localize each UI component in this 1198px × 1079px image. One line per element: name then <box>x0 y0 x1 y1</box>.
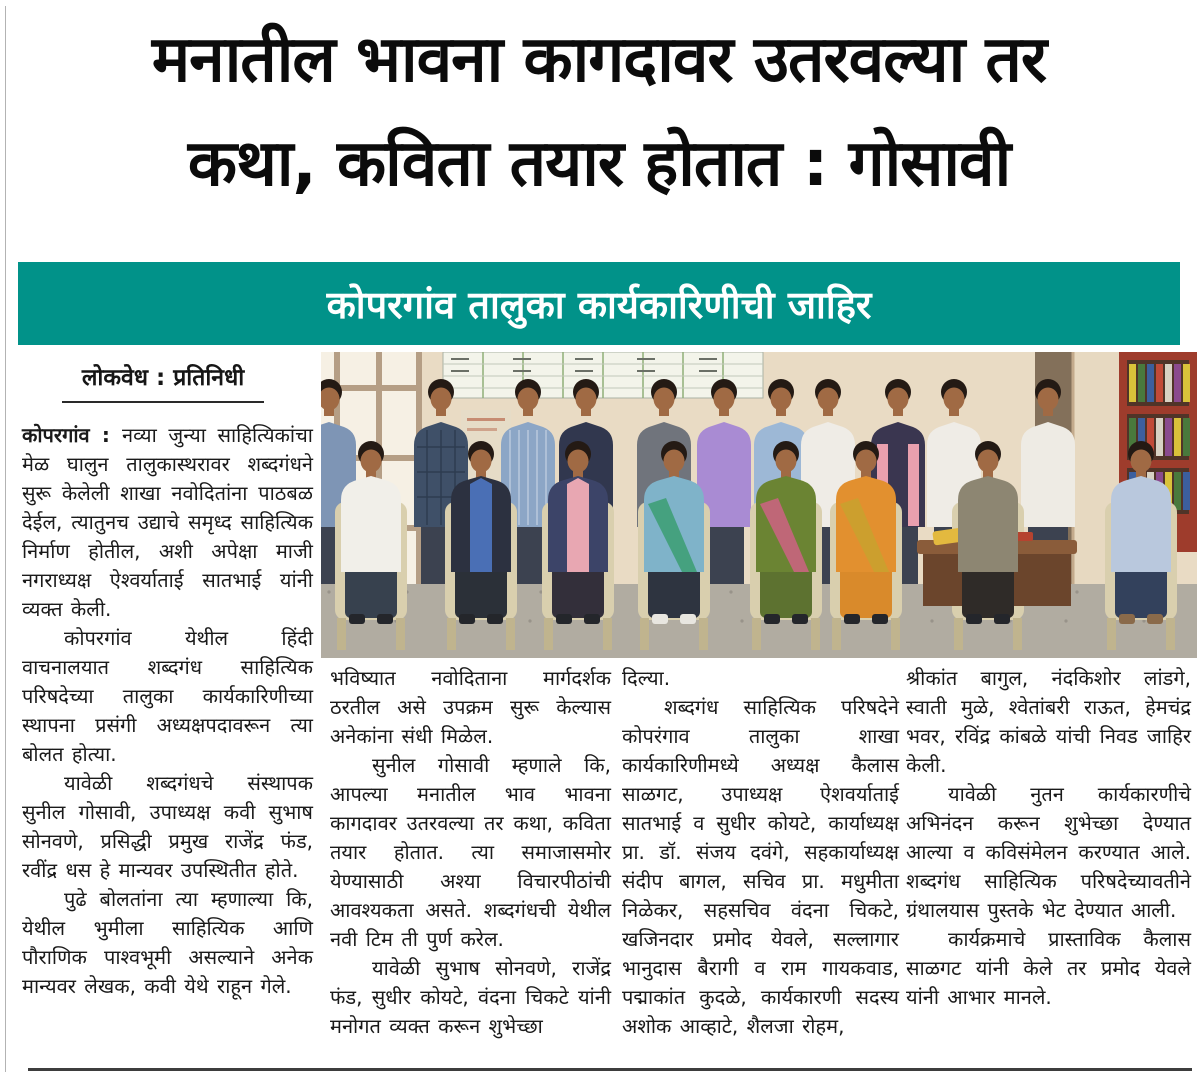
headline-line-1: मनातील भावना कागदावर उतरवल्या तर <box>151 23 1047 97</box>
byline: लोकवेध : प्रतिनिधी <box>62 360 264 403</box>
group-photo-illustration <box>321 352 1197 658</box>
dateline-lead: कोपरगांव : <box>22 423 123 447</box>
article-paragraph: कोपरगांव येथील हिंदी वाचनालयात शब्दगंध साहित्यिक परिषदेच्या तालुका कार्यकारिणीच्या स्थापना प्रसंगी अध्यक्षपदावरून त्या बोलत होत्या. <box>22 626 313 766</box>
article-paragraph: यावेळी सुभाष सोनवणे, राजेंद्र फंड, सुधीर कोयटे, वंदना चिकटे यांनी मनोगत व्यक्त करून शुभेच्छा <box>330 956 611 1038</box>
article-paragraph: कोपरगांव : नव्या जुन्या साहित्यिकांचा मेळ घालुन तालुकास्थरावर शब्दगंधने सुरू केलेली शाखा नवोदितांना पाठबळ देईल, त्यातुनच उद्याचे समृध्द साहित्यिक निर्माण होतील, अशी अपेक्षा माजी नगराध्यक्ष ऐश्वर्याताई सातभाई यांनी व्यक्त केली. <box>22 423 313 621</box>
article-headline <box>28 8 1170 216</box>
article-paragraph: पुढे बोलतांना त्या म्हणाल्या कि, येथील भुमीला साहित्यिक आणि पौराणिक पाश्वभूमी असल्याने अनेक मान्यवर लेखक, कवी येथे राहून गेले. <box>22 887 313 998</box>
headline-line-2: कथा, कविता तयार होतात : गोसावी <box>187 127 1011 201</box>
article-paragraph: कार्यक्रमाचे प्रास्ताविक कैलास साळगट यांनी केले तर प्रमोद येवले यांनी आभार मानले. <box>906 927 1191 1009</box>
article-paragraph: शब्दगंध साहित्यिक परिषदेने कोपरंगाव तालुका शाखा कार्यकारिणीमध्ये अध्यक्ष कैलास साळगट, उपाध्यक्ष ऐशवर्याताई सातभाई व सुधीर कोयटे, कार्याध्यक्ष प्रा. डॉ. संजय दवंगे, सहकार्याध्यक्ष संदीप बागल, सचिव प्रा. मधुमीता निळेकर, सहसचिव वंदना चिकटे, खजिनदार प्रमोद येवले, सल्लागार भानुदास बैरागी व राम गायकवाड, पद्माकांत कुदळे, कार्यकारणी सदस्य अशोक आव्हाटे, शैलजा रोहम, <box>622 695 899 1038</box>
banner <box>18 262 1180 345</box>
banner-text: कोपरगांव तालुका कार्यकारिणीची जाहिर <box>326 282 872 327</box>
article-paragraph: भविष्यात नवोदिताना मार्गदर्शक ठरतील असे उपक्रम सुरू केल्यास अनेकांना संधी मिळेल. <box>330 666 611 748</box>
article-column-4 <box>906 664 1191 1012</box>
article-column-3 <box>622 664 899 1041</box>
group-photo <box>321 352 1197 658</box>
article-paragraph: सुनील गोसावी म्हणाले कि, आपल्या मनातील भाव भावना कागदावर उतरवल्या तर कथा, कविता तयार होतात. त्या समाजासमोर येण्यासाठी अश्या विचारपीठांची आवश्यकता असते. शब्दगंधची येथील नवी टिम ती पुर्ण करेल. <box>330 753 611 951</box>
article-column-1 <box>22 421 313 1001</box>
left-margin-rule <box>5 6 6 1072</box>
article-paragraph: दिल्या. <box>622 666 671 690</box>
article-paragraph: श्रीकांत बागुल, नंदकिशोर लांडगे, स्वाती मुळे, श्वेतांबरी राऊत, हेमचंद्र भवर, रविंद्र कांबळे यांची निवड जाहिर केली. <box>906 666 1191 777</box>
article-paragraph: यावेळी नुतन कार्यकारणीचे अभिनंदन करून शुभेच्छा देण्यात आल्या व कविसंमेलन करण्यात आले. शब्दगंध साहित्यिक परिषदेच्यावतीने ग्रंथालयास पुस्तके भेट देण्यात आली. <box>906 782 1191 922</box>
bottom-rule <box>28 1068 1192 1071</box>
article-paragraph: यावेळी शब्दगंधचे संस्थापक सुनील गोसावी, उपाध्यक्ष कवी सुभाष सोनवणे, प्रसिद्धी प्रमुख राजेंद्र फंड, रवींद्र धस हे मान्यवर उपस्थितीत होते. <box>22 771 313 882</box>
article-column-2 <box>330 664 611 1041</box>
